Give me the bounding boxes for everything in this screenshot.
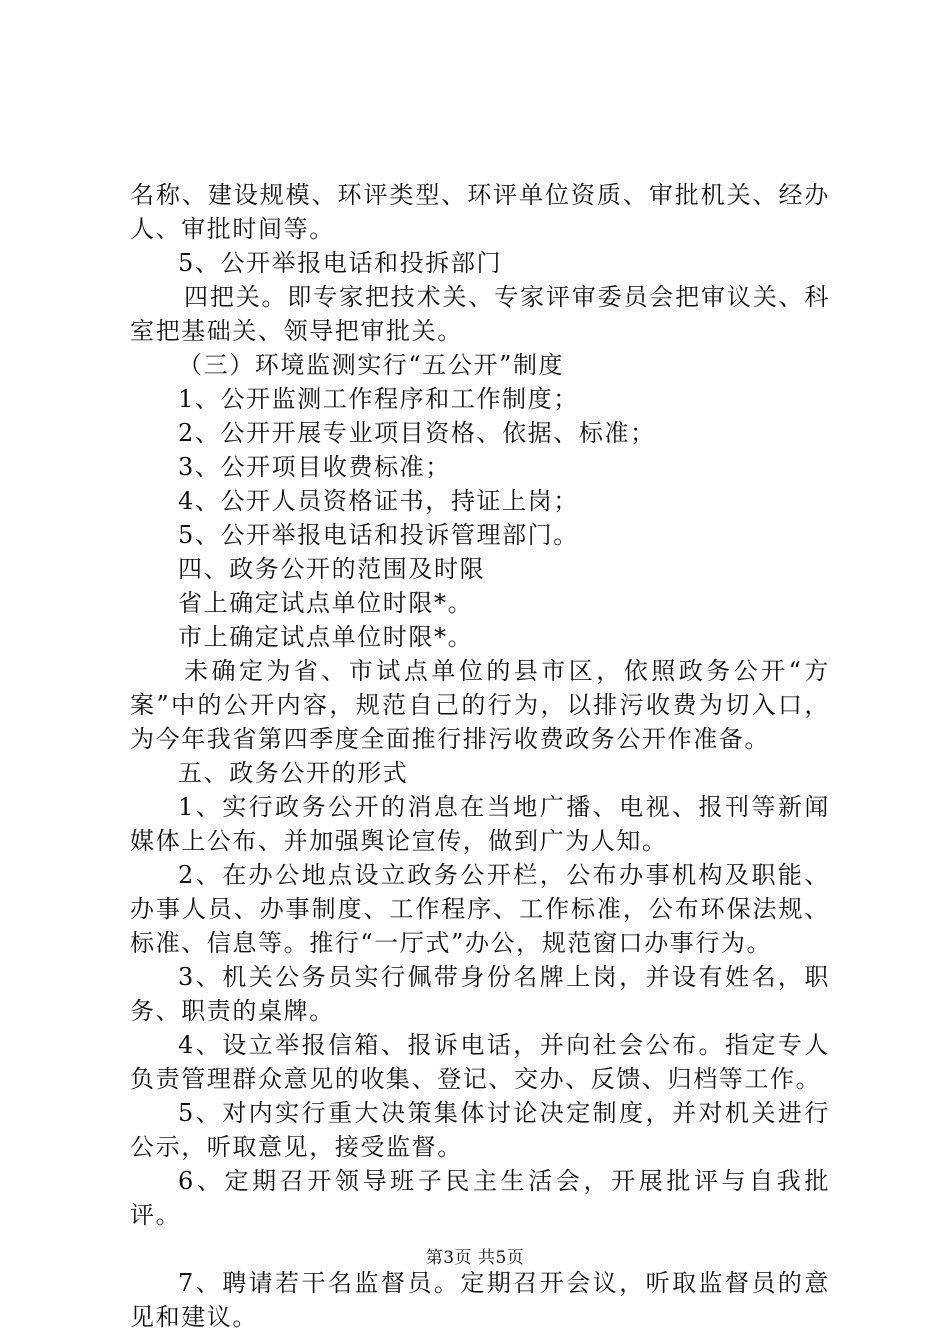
list-item-monitoring-5: 5、公开举报电话和投诉管理部门。 (178, 521, 579, 549)
document-body (130, 178, 830, 1334)
heading-monitoring-five-public: （三）环境监测实行“五公开”制度 (178, 351, 565, 379)
paragraph-province-pilot: 省上确定试点单位时限*。 (178, 589, 474, 617)
list-item-form-1: 1、实行政务公开的消息在当地广播、电视、报刊等新闻媒体上公布、并加强舆论宣传，做到广为人知。 (130, 793, 830, 855)
page-number-footer: 第3页 共5页 (425, 1248, 525, 1268)
list-item-form-3: 3、机关公务员实行佩带身份名牌上岗，并设有姓名，职务、职责的桌牌。 (130, 963, 830, 1025)
list-item-monitoring-1: 1、公开监测工作程序和工作制度； (178, 385, 579, 413)
paragraph-city-pilot: 市上确定试点单位时限*。 (178, 623, 474, 651)
list-item-form-6: 6、定期召开领导班子民主生活会，开展批评与自我批评。 (130, 1167, 830, 1229)
paragraph-four-checks: 四把关。即专家把技术关、专家评审委员会把审议关、科室把基础关、领导把审批关。 (130, 283, 830, 345)
paragraph-project-info: 名称、建设规模、环评类型、环评单位资质、审批机关、经办人、审批时间等。 (130, 181, 830, 243)
list-item-monitoring-3: 3、公开项目收费标准； (178, 453, 451, 481)
list-item-form-4: 4、设立举报信箱、报诉电话，并向社会公布。指定专人负责管理群众意见的收集、登记、交办、反馈、归档等工作。 (130, 1031, 830, 1093)
paragraph-report-phone: 5、公开举报电话和投拆部门 (178, 249, 503, 277)
heading-forms-of-disclosure: 五、政务公开的形式 (178, 759, 409, 787)
list-item-form-2: 2、在办公地点设立政务公开栏，公布办事机构及职能、办事人员、办事制度、工作程序、工作标准，公布环保法规、标准、信息等。推行“一厅式”办公，规范窗口办事行为。 (130, 861, 830, 957)
list-item-monitoring-4: 4、公开人员资格证书，持证上岗； (178, 487, 579, 515)
heading-scope-and-deadline: 四、政务公开的范围及时限 (178, 555, 486, 583)
paragraph-non-pilot-units: 未确定为省、市试点单位的县市区，依照政务公开“方案”中的公开内容，规范自己的行为，以排污收费为切入口，为今年我省第四季度全面推行排污收费政务公开作准备。 (130, 657, 830, 753)
list-item-monitoring-2: 2、公开开展专业项目资格、依据、标准； (178, 419, 656, 447)
list-item-form-7: 7、聘请若干名监督员。定期召开会议，听取监督员的意见和建议。 (130, 1269, 830, 1331)
list-item-form-5: 5、对内实行重大决策集体讨论决定制度，并对机关进行公示，听取意见，接受监督。 (130, 1099, 830, 1161)
